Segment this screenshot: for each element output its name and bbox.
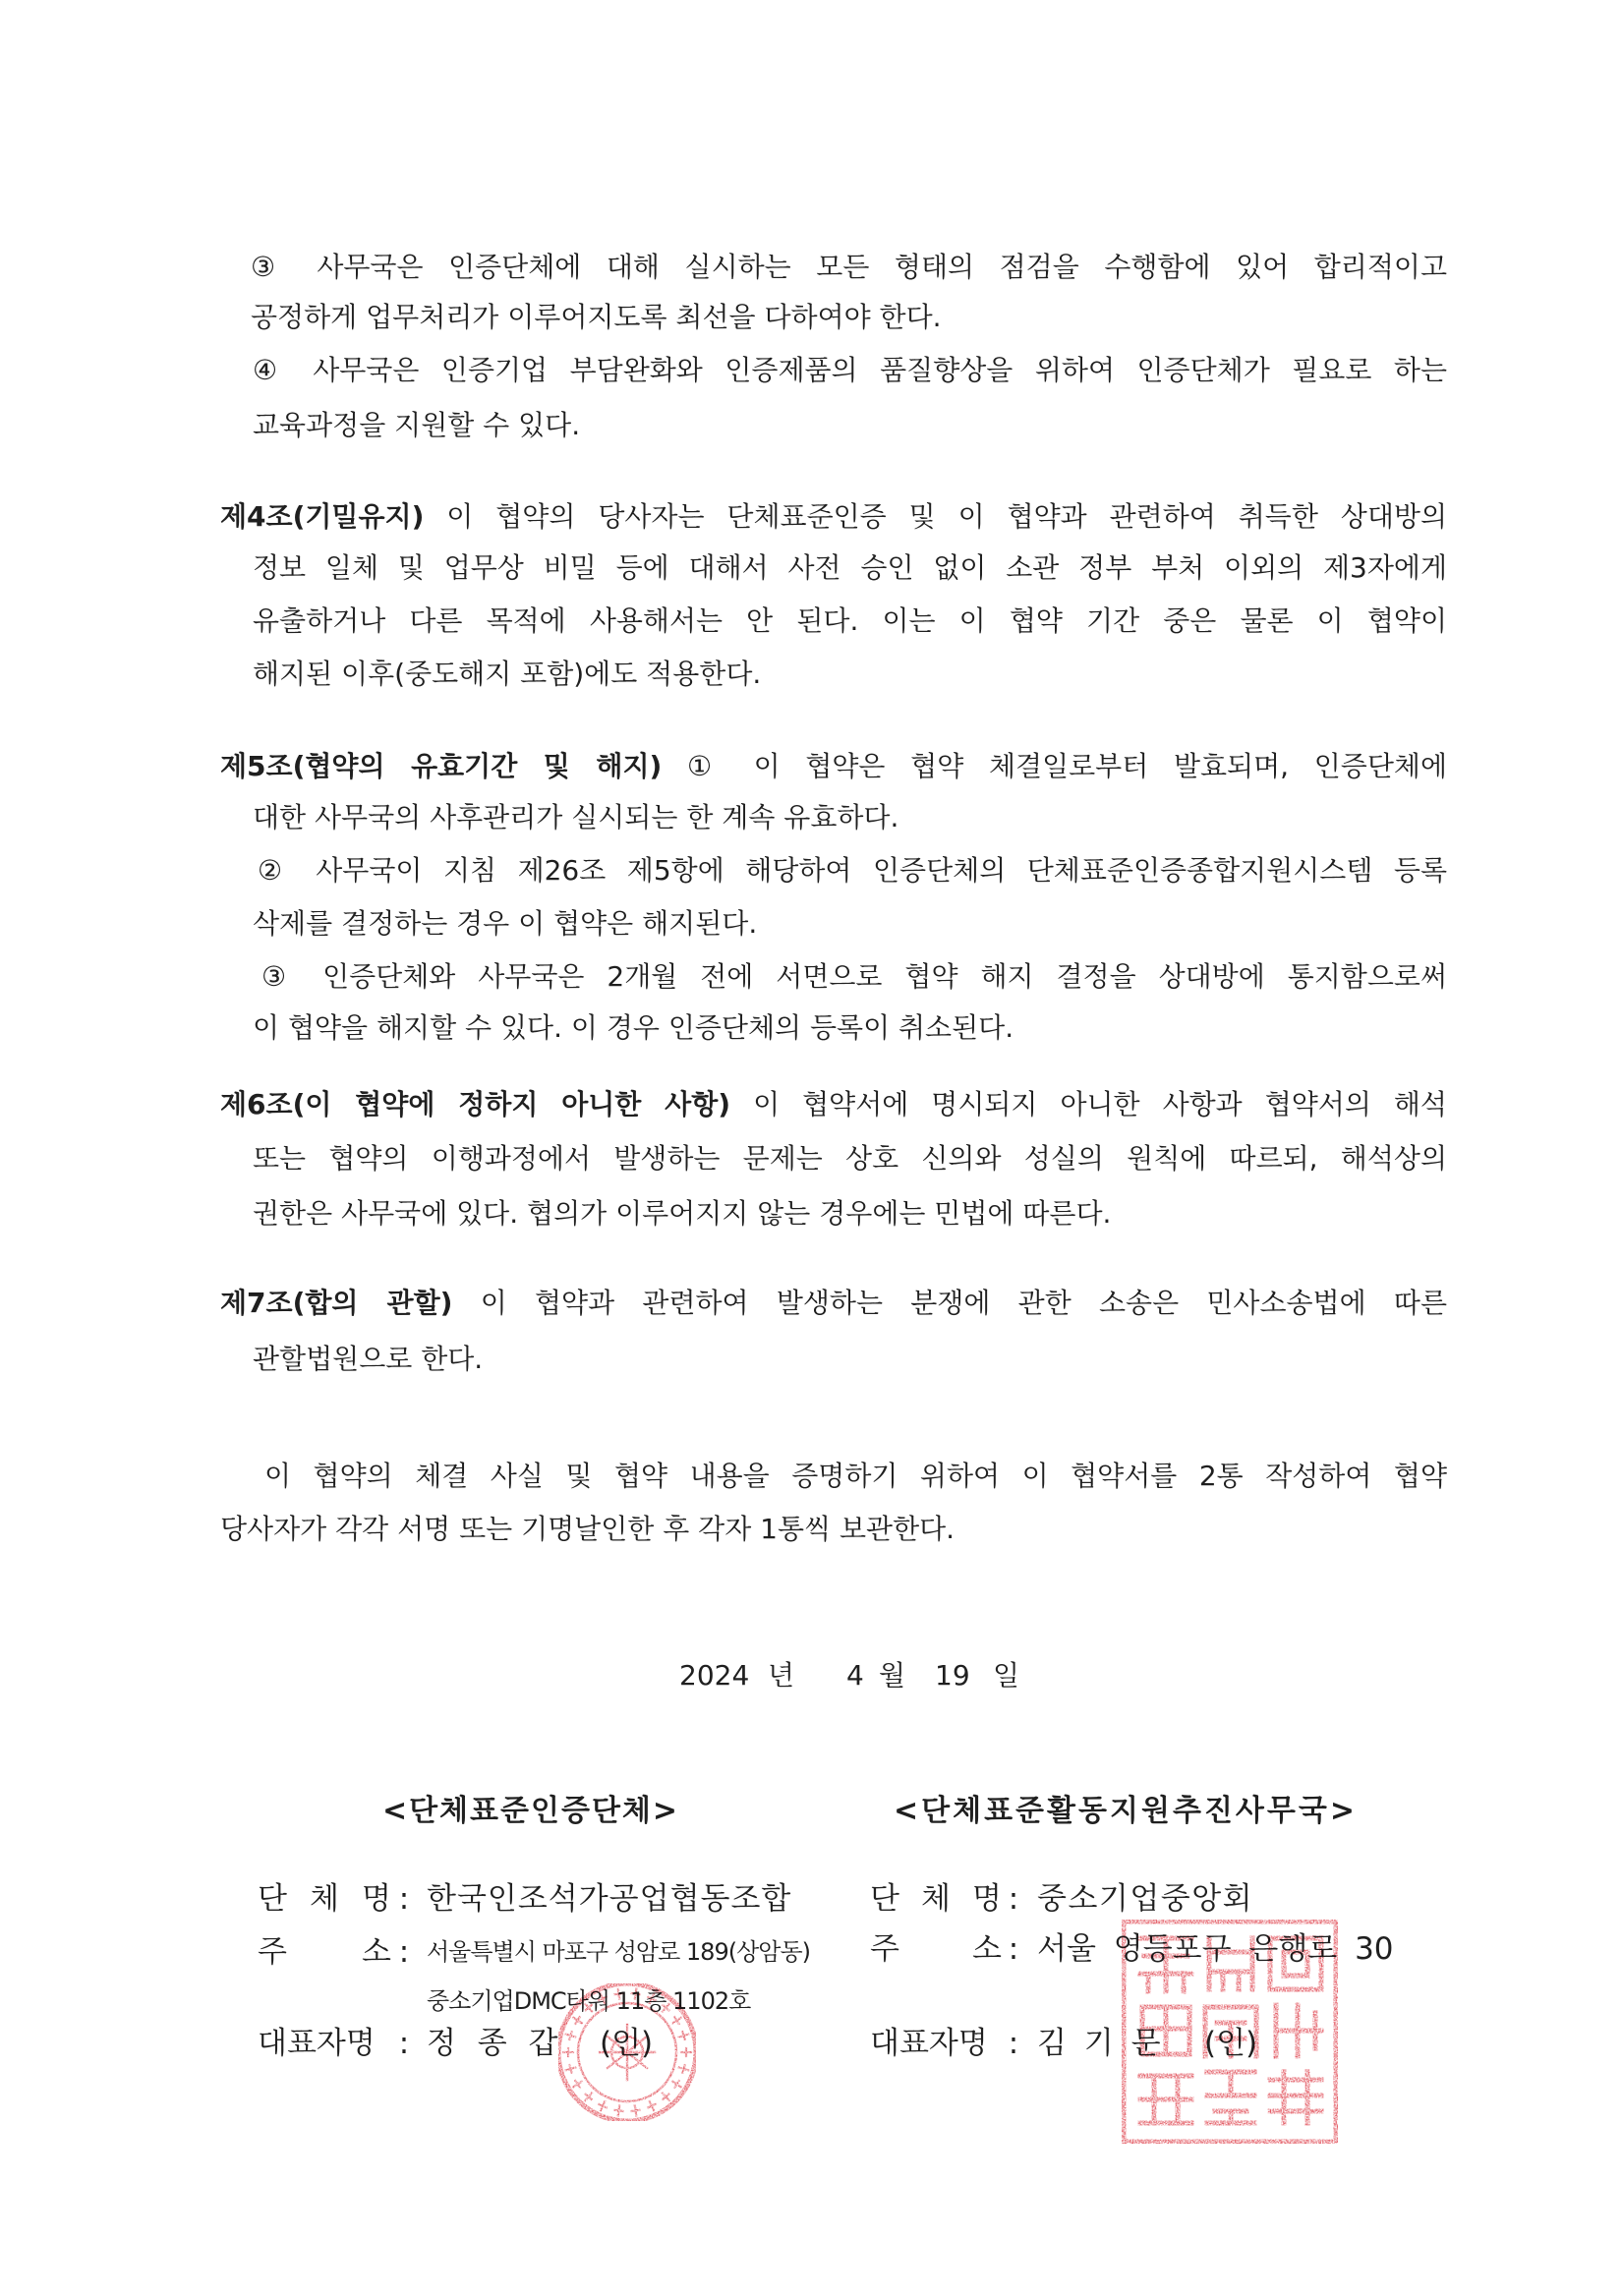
round-seal-glyph xyxy=(615,1989,623,1999)
date-year-unit: 년 xyxy=(768,1659,795,1692)
article3-item4-line: ④ 사무국은 인증기업 부담완화와 인증제품의 품질향상을 위하여 인증단체가 필요로 하는 xyxy=(253,354,1447,386)
article5-item2-line: ② 사무국이 지침 제26조 제5항에 해당하여 인증단체의 단체표준인증종합지원시스템 등록 xyxy=(258,854,1447,887)
round-seal-glyph xyxy=(679,2065,689,2073)
article5-heading: 제5조(협약의 유효기간 및 해지) xyxy=(220,750,663,782)
right-party-seal-mark: (인) xyxy=(1204,2026,1258,2061)
article7-text: 이 협약과 관련하여 발생하는 분쟁에 관한 소송은 민사소송법에 따른 xyxy=(480,1287,1447,1319)
round-seal-glyph xyxy=(573,2081,581,2088)
square-seal-body xyxy=(1122,1920,1338,2144)
square-seal-glyph xyxy=(1207,2072,1254,2123)
article4-line: 해지된 이후(중도해지 포함)에도 적용한다. xyxy=(253,658,762,690)
date-day-unit: 일 xyxy=(993,1659,1020,1692)
article4-first-line xyxy=(220,497,1447,537)
round-seal-glyph xyxy=(681,2048,691,2056)
left-party-name-label: 단 체 명 xyxy=(258,1881,391,1917)
round-seal-glyph xyxy=(585,2004,592,2012)
left-party-seal-mark: (인) xyxy=(600,2026,654,2061)
round-seal-glyph xyxy=(599,1994,606,2003)
article4-text: 이 협약의 당사자는 단체표준인증 및 이 협약과 관련하여 취득한 상대방의 xyxy=(446,500,1447,533)
round-seal-emblem-cross xyxy=(600,2025,655,2080)
right-party-address-label: 주 소 xyxy=(870,1931,1002,1967)
date-month-unit: 월 xyxy=(879,1659,906,1692)
round-seal-glyph xyxy=(566,2065,576,2073)
separator-colon: : xyxy=(1008,1881,1019,1917)
article4-heading: 제4조(기밀유지) xyxy=(220,500,425,533)
closing-line: 이 협약의 체결 사실 및 협약 내용을 증명하기 위하여 이 협약서를 2통 작성하여 협약 xyxy=(264,1460,1447,1492)
left-party-heading: <단체표준인증단체> xyxy=(381,1794,680,1828)
round-seal-glyph xyxy=(615,2105,623,2115)
round-seal-glyph xyxy=(563,2048,573,2056)
right-party-address: 서울 영등포구 은행로 30 xyxy=(1037,1931,1394,1967)
date-day: 19 xyxy=(935,1659,970,1692)
right-party-rep-label: 대표자명 xyxy=(870,2026,988,2061)
round-seal-glyph xyxy=(566,2032,576,2039)
round-seal-body xyxy=(558,1983,696,2121)
square-seal-glyph xyxy=(1209,1938,1252,1989)
round-seal-glyph xyxy=(632,2105,640,2115)
round-seal-glyph xyxy=(648,2101,655,2110)
round-seal-glyph xyxy=(663,2094,669,2101)
article7-line: 관할법원으로 한다. xyxy=(253,1343,484,1375)
square-seal-lettering xyxy=(1140,1938,1321,2123)
separator-colon: : xyxy=(398,2026,410,2061)
round-seal xyxy=(550,1976,704,2129)
left-party-address-line2: 중소기업DMC타워 11층 1102호 xyxy=(427,1987,751,2015)
round-seal-glyph xyxy=(648,1994,655,2003)
round-seal-glyph xyxy=(672,2081,680,2088)
right-party-name-row xyxy=(0,1877,1622,1921)
article4-line: 정보 일체 및 업무상 비밀 등에 대해서 사전 승인 없이 소관 정부 부처 이외의 제3자에게 xyxy=(253,551,1447,584)
square-seal-glyph xyxy=(1205,2007,1256,2056)
separator-colon: : xyxy=(398,1934,410,1970)
signing-date xyxy=(0,1656,1622,1695)
article5-line: 삭제를 결정하는 경우 이 협약은 해지된다. xyxy=(253,907,758,940)
article7-heading: 제7조(합의 관할) xyxy=(220,1287,453,1319)
article6-heading: 제6조(이 협약에 정하지 아니한 사항) xyxy=(220,1088,731,1120)
article5-text: ① 이 협약은 협약 체결일로부터 발효되며, 인증단체에 xyxy=(687,750,1447,782)
separator-colon: : xyxy=(1008,1931,1019,1967)
article3-item3-line: ③ 사무국은 인증단체에 대해 실시하는 모든 형태의 점검을 수행함에 있어 합리적이고 xyxy=(251,251,1447,283)
square-seal-glyph xyxy=(1270,2072,1321,2123)
left-party-rep-name: 정 종 갑 xyxy=(427,2026,558,2061)
article5-line: 대한 사무국의 사후관리가 실시되는 한 계속 유효하다. xyxy=(253,801,899,833)
article6-text: 이 협약서에 명시되지 아니한 사항과 협약서의 해석 xyxy=(753,1088,1447,1120)
article3-item4-line-cont: 교육과정을 지원할 수 있다. xyxy=(253,409,581,441)
square-seal xyxy=(1116,1914,1344,2150)
round-seal-glyph xyxy=(632,1989,640,1999)
left-party-address-label: 주 소 xyxy=(258,1934,391,1970)
round-seal-glyph xyxy=(679,2032,689,2039)
round-seal-emblem xyxy=(600,2025,655,2080)
right-party-rep-name: 김 기 문 xyxy=(1037,2026,1161,2061)
square-seal-glyph xyxy=(1276,2005,1321,2056)
separator-colon: : xyxy=(398,1881,410,1917)
square-seal-glyph xyxy=(1270,1938,1321,1989)
right-party-address-row xyxy=(0,1927,1622,1971)
square-seal-glyph xyxy=(1140,1938,1191,1991)
date-year: 2024 xyxy=(679,1659,750,1692)
article6-first-line xyxy=(220,1085,1447,1124)
right-party-heading: <단체표준활동지원추진사무국> xyxy=(893,1794,1358,1828)
left-party-address-line1: 서울특별시 마포구 성암로 189(상암동) xyxy=(427,1938,810,1966)
article6-line: 권한은 사무국에 있다. 협의가 이루어지지 않는 경우에는 민법에 따른다. xyxy=(253,1197,1112,1230)
article4-line: 유출하거나 다른 목적에 사용해서는 안 된다. 이는 이 협약 기간 중은 물론 이 협약이 xyxy=(253,604,1447,637)
round-seal-glyph xyxy=(672,2017,680,2024)
article5-first-line xyxy=(220,747,1447,786)
right-party-name-label: 단 체 명 xyxy=(870,1881,1002,1917)
square-seal-glyph xyxy=(1140,2076,1191,2123)
date-month: 4 xyxy=(846,1659,864,1692)
round-seal-glyph xyxy=(585,2094,592,2101)
article7-first-line xyxy=(220,1284,1447,1323)
round-seal-glyph xyxy=(573,2017,581,2024)
article3-item3-line-cont: 공정하게 업무처리가 이루어지도록 최선을 다하여야 한다. xyxy=(251,301,942,333)
round-seal-glyph xyxy=(663,2004,669,2012)
closing-line: 당사자가 각각 서명 또는 기명날인한 후 각자 1통씩 보관한다. xyxy=(220,1513,956,1545)
article5-line: 이 협약을 해지할 수 있다. 이 경우 인증단체의 등록이 취소된다. xyxy=(253,1011,1014,1044)
right-party-name: 중소기업중앙회 xyxy=(1037,1881,1254,1917)
separator-colon: : xyxy=(1008,2026,1019,2061)
left-party-name: 한국인조석가공업협동조합 xyxy=(427,1881,792,1917)
article6-line: 또는 협약의 이행과정에서 발생하는 문제는 상호 신의와 성실의 원칙에 따르되, 해석상의 xyxy=(253,1142,1447,1175)
square-seal-glyph xyxy=(1142,2007,1189,2054)
left-party-rep-label: 대표자명 xyxy=(258,2026,376,2061)
round-seal-glyph xyxy=(599,2101,606,2110)
article5-item3-line: ③ 인증단체와 사무국은 2개월 전에 서면으로 협약 해지 결정을 상대방에 통지함으로써 xyxy=(261,960,1447,993)
right-party-rep-row xyxy=(0,2022,1622,2065)
